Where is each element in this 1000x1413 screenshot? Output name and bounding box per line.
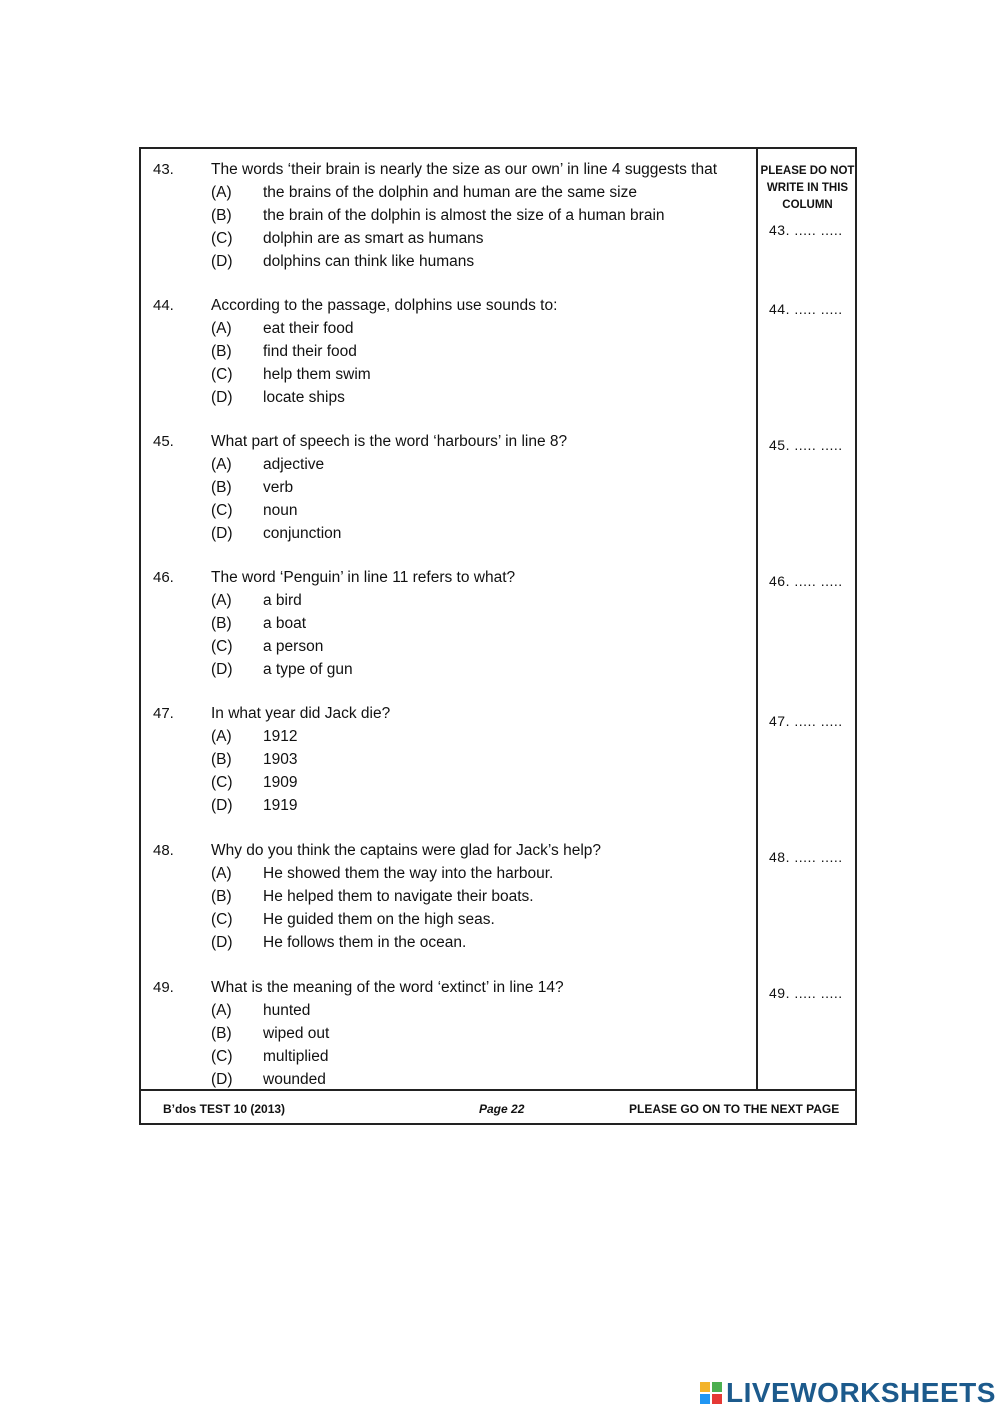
option-letter: (C) xyxy=(211,774,233,791)
option-text: a person xyxy=(263,638,324,655)
option xyxy=(211,366,371,384)
option-text: wounded xyxy=(263,1071,326,1088)
question-text: The words ‘their brain is nearly the size as our own’ in line 4 suggests that xyxy=(211,161,718,178)
option-letter: (C) xyxy=(211,1048,233,1065)
option xyxy=(211,911,495,929)
question-number: 47. xyxy=(153,705,174,722)
option xyxy=(211,888,534,906)
footer-next-page: PLEASE GO ON TO THE NEXT PAGE xyxy=(629,1102,840,1116)
question-text: The word ‘Penguin’ in line 11 refers to what? xyxy=(211,569,516,586)
liveworksheets-brand xyxy=(700,1378,996,1408)
option-letter: (B) xyxy=(211,1025,232,1042)
option-text: He guided them on the high seas. xyxy=(263,911,495,928)
option-text: conjunction xyxy=(263,525,342,542)
column-divider xyxy=(756,149,758,1089)
option-letter: (D) xyxy=(211,797,233,814)
option-text: a boat xyxy=(263,615,307,632)
option-text: help them swim xyxy=(263,366,371,383)
question-text: What is the meaning of the word ‘extinct’ in line 14? xyxy=(211,979,564,996)
option xyxy=(211,1002,310,1020)
option xyxy=(211,253,474,271)
option-letter: (C) xyxy=(211,911,233,928)
answer-mark-48[interactable]: 48. ..... ..... xyxy=(769,849,843,865)
option xyxy=(211,389,345,407)
option xyxy=(211,320,353,338)
option-text: He showed them the way into the harbour. xyxy=(263,865,554,882)
question-text: Why do you think the captains were glad for Jack’s help? xyxy=(211,842,602,859)
footer-page-number: Page 22 xyxy=(479,1102,525,1116)
option-letter: (B) xyxy=(211,888,232,905)
option xyxy=(211,934,466,952)
option-text: hunted xyxy=(263,1002,311,1019)
option-letter: (D) xyxy=(211,1071,233,1088)
option-text: the brains of the dolphin and human are the same size xyxy=(263,184,637,201)
option xyxy=(211,728,297,746)
option-letter: (A) xyxy=(211,1002,232,1019)
option-text: adjective xyxy=(263,456,325,473)
option-text: a bird xyxy=(263,592,302,609)
option-text: verb xyxy=(263,479,294,496)
option xyxy=(211,456,324,474)
option-text: a type of gun xyxy=(263,661,353,678)
question-number: 43. xyxy=(153,161,174,178)
footer-test-label: B’dos TEST 10 (2013) xyxy=(163,1102,286,1116)
option-text: 1919 xyxy=(263,797,298,814)
option-letter: (A) xyxy=(211,184,232,201)
question-text: What part of speech is the word ‘harbours’ in line 8? xyxy=(211,433,568,450)
option-text: multiplied xyxy=(263,1048,329,1065)
option-text: the brain of the dolphin is almost the size of a human brain xyxy=(263,207,665,224)
option-text: 1909 xyxy=(263,774,298,791)
option-letter: (B) xyxy=(211,343,232,360)
answer-mark-43[interactable]: 43. ..... ..... xyxy=(769,222,843,238)
question-number: 45. xyxy=(153,433,174,450)
option-letter: (A) xyxy=(211,456,232,473)
option-letter: (C) xyxy=(211,638,233,655)
option xyxy=(211,479,293,497)
option-letter: (A) xyxy=(211,865,232,882)
question-number: 44. xyxy=(153,297,174,314)
option-letter: (A) xyxy=(211,592,232,609)
option xyxy=(211,797,297,815)
option-letter: (D) xyxy=(211,661,233,678)
margin-column-header xyxy=(758,163,857,214)
option-letter: (B) xyxy=(211,479,232,496)
option xyxy=(211,1048,328,1066)
option xyxy=(211,343,357,361)
option-text: noun xyxy=(263,502,298,519)
answer-mark-45[interactable]: 45. ..... ..... xyxy=(769,437,843,453)
exam-page xyxy=(139,147,857,1125)
question-text: In what year did Jack die? xyxy=(211,705,391,722)
option xyxy=(211,774,297,792)
option-letter: (A) xyxy=(211,320,232,337)
option-text: He follows them in the ocean. xyxy=(263,934,467,951)
option-letter: (B) xyxy=(211,751,232,768)
option xyxy=(211,184,637,202)
option xyxy=(211,592,302,610)
option-letter: (D) xyxy=(211,389,233,406)
option xyxy=(211,615,306,633)
option-letter: (A) xyxy=(211,728,232,745)
option-text: He helped them to navigate their boats. xyxy=(263,888,534,905)
option-letter: (B) xyxy=(211,207,232,224)
option xyxy=(211,865,553,883)
question-number: 48. xyxy=(153,842,174,859)
option xyxy=(211,1071,326,1089)
option xyxy=(211,638,323,656)
option xyxy=(211,502,297,520)
option xyxy=(211,661,353,679)
option xyxy=(211,207,665,225)
option-text: find their food xyxy=(263,343,357,360)
liveworksheets-logo-icon xyxy=(700,1382,722,1404)
question-text: According to the passage, dolphins use sounds to: xyxy=(211,297,558,314)
question-number: 46. xyxy=(153,569,174,586)
option-text: eat their food xyxy=(263,320,354,337)
option-letter: (D) xyxy=(211,934,233,951)
option-letter: (C) xyxy=(211,366,233,383)
option-text: 1903 xyxy=(263,751,298,768)
option-letter: (B) xyxy=(211,615,232,632)
option-text: dolphins can think like humans xyxy=(263,253,475,270)
option xyxy=(211,1025,329,1043)
answer-mark-46[interactable]: 46. ..... ..... xyxy=(769,573,843,589)
option-text: locate ships xyxy=(263,389,345,406)
brand-name: LIVEWORKSHEETS xyxy=(726,1377,996,1408)
footer-divider xyxy=(141,1089,855,1091)
answer-mark-44[interactable]: 44. ..... ..... xyxy=(769,301,843,317)
margin-header-line: PLEASE DO NOT xyxy=(760,165,855,177)
answer-mark-49[interactable]: 49. ..... ..... xyxy=(769,985,843,1001)
option-letter: (D) xyxy=(211,525,233,542)
option-text: wiped out xyxy=(263,1025,330,1042)
option-text: dolphin are as smart as humans xyxy=(263,230,484,247)
question-number: 49. xyxy=(153,979,174,996)
option-text: 1912 xyxy=(263,728,298,745)
margin-header-line: WRITE IN THIS xyxy=(766,182,849,194)
answer-mark-47[interactable]: 47. ..... ..... xyxy=(769,713,843,729)
option xyxy=(211,525,341,543)
option-letter: (C) xyxy=(211,230,233,247)
option xyxy=(211,230,484,248)
option-letter: (D) xyxy=(211,253,233,270)
option-letter: (C) xyxy=(211,502,233,519)
margin-header-line: COLUMN xyxy=(782,199,833,211)
option xyxy=(211,751,297,769)
